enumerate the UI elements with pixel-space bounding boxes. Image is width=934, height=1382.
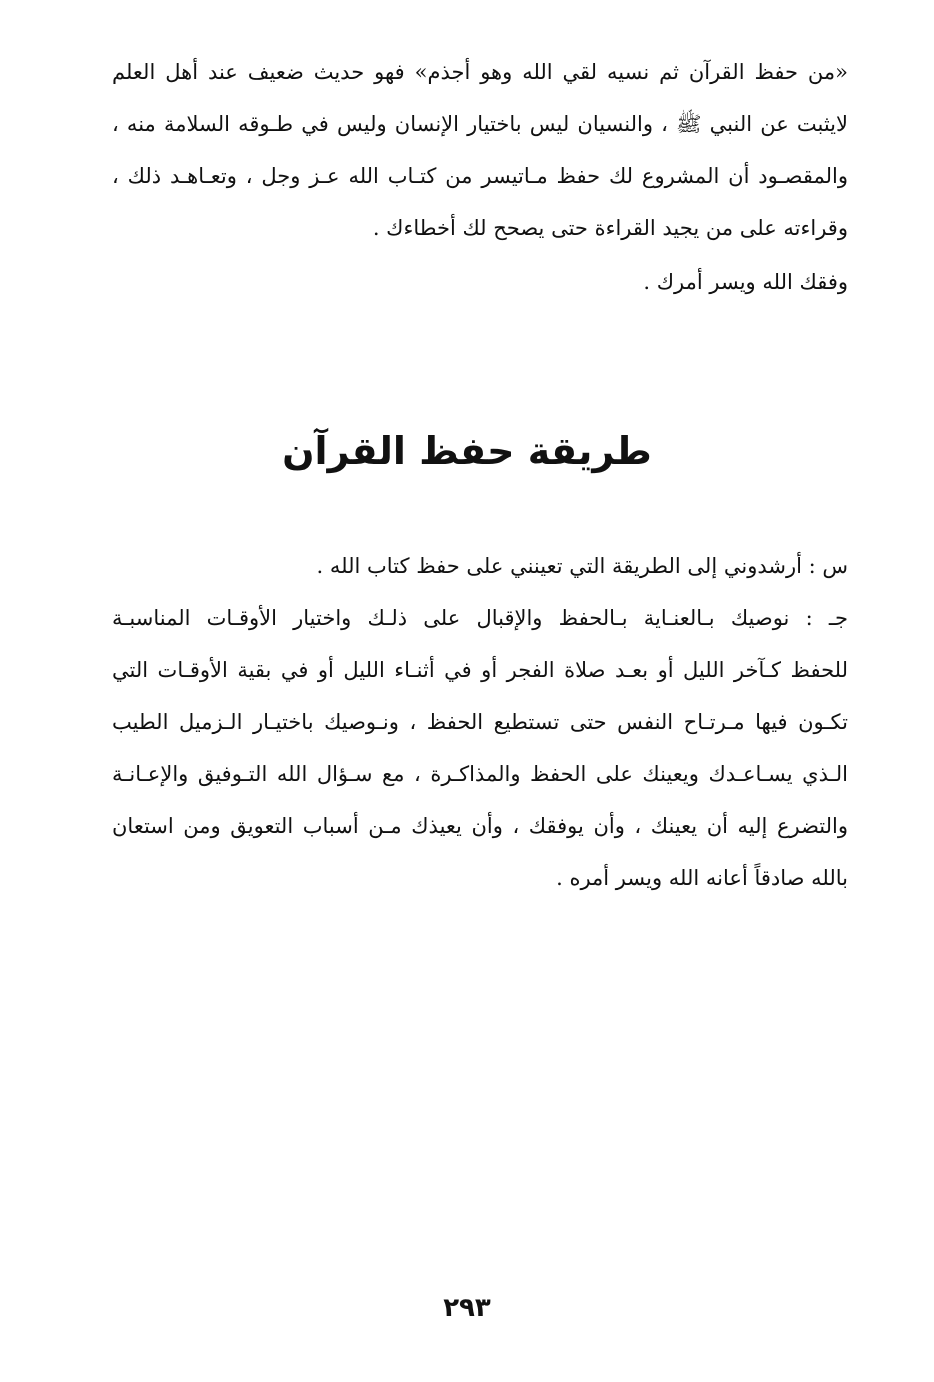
answer-line-1: جـ : نوصيك بـالعنـاية بـالحفظ والإقبال على ذلـك واختيار الأوقـات المناسبـة	[112, 606, 848, 630]
answer-line-5: والتضرع إليه أن يعينك ، وأن يوفقك ، وأن يعيذك مـن أسباب التعويق ومن استعان	[112, 814, 848, 838]
intro-paragraph	[112, 46, 848, 254]
section-heading: طريقة حفظ القرآن	[282, 429, 652, 473]
question-answer	[112, 540, 848, 904]
page-number: ٢٩٣	[443, 1293, 491, 1323]
intro-line-3: والمقصـود أن المشروع لك حفظ مـاتيسر من كتـاب الله عـز وجل ، وتعـاهـد ذلك ،	[112, 164, 848, 188]
answer-line-6: بالله صادقاً أعانه الله ويسر أمره .	[556, 866, 848, 890]
answer-line-3: تكـون فيها مـرتـاح النفس حتى تستطيع الحفظ ، ونـوصيك باختيـار الـزميل الطيب	[112, 710, 848, 734]
intro-line-4: وقراءته على من يجيد القراءة حتى يصحح لك أخطاءك .	[372, 216, 848, 240]
closing-line: وفقك الله ويسر أمرك .	[643, 270, 848, 294]
closing-paragraph	[112, 256, 848, 308]
question-line: س : أرشدوني إلى الطريقة التي تعينني على حفظ كتاب الله .	[316, 554, 848, 578]
answer-line-2: للحفظ كـآخر الليل أو بعـد صلاة الفجر أو في أثنـاء الليل أو في بقية الأوقـات التي	[112, 658, 848, 682]
intro-line-1: «من حفظ القرآن ثم نسيه لقي الله وهو أجذم» فهو حديث ضعيف عند أهل العلم	[112, 60, 848, 84]
intro-line-2: لايثبت عن النبي ﷺ ، والنسيان ليس باختيار الإنسان وليس في طـوقه السلامة منه ،	[112, 112, 848, 136]
answer-line-4: الـذي يسـاعـدك ويعينك على الحفظ والمذاكـرة ، مع سـؤال الله التـوفيق والإعـانـة	[112, 762, 848, 786]
